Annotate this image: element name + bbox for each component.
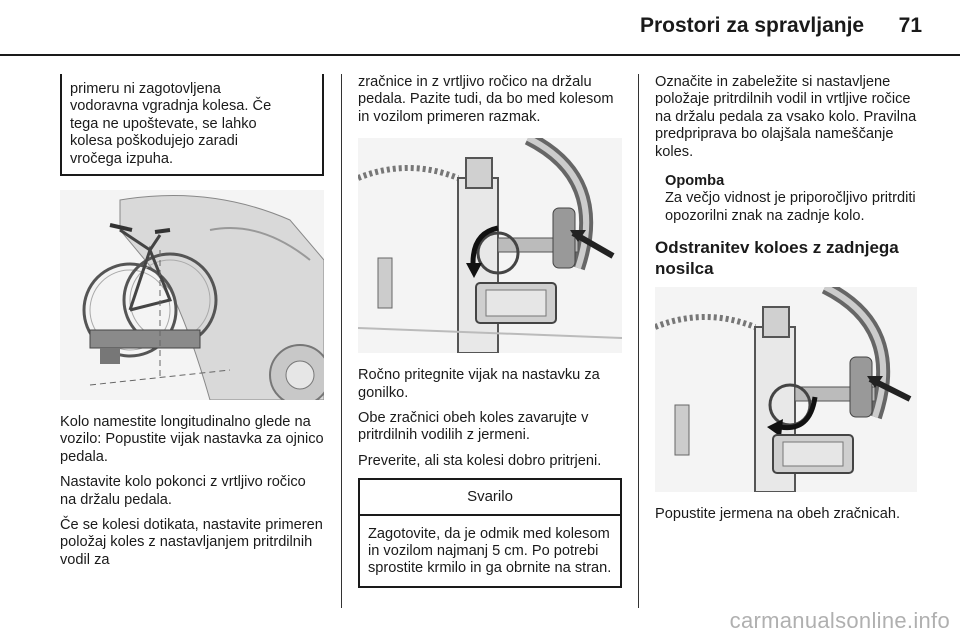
paragraph: Nastavite kolo pokonci z vrtljivo ročico na držalu pedala.: [60, 474, 306, 508]
warning-box-continued: [60, 74, 324, 176]
page-number: 71: [898, 14, 922, 37]
pedal-holder-release-illustration: [655, 287, 917, 492]
paragraph: Če se kolesi dotikata, nastavite primeren položaj koles z nastavljanjem pritrdilnih vodil za: [60, 517, 323, 568]
box-line: kolesa poškodujejo zaradi: [70, 133, 238, 150]
warning-title: Svarilo: [360, 480, 620, 515]
figure-pedal-holder-release: [655, 287, 917, 492]
paragraph: Ročno pritegnite vijak na nastavku za gonilko.: [358, 367, 600, 401]
section-heading: Odstranitev koloes z zadnjega nosilca: [655, 238, 899, 279]
box-line: vročega izpuha.: [70, 150, 174, 167]
paragraph: Kolo namestite longitudinalno glede na vozilo: Popustite vijak nastavka za ojnico pedala.: [60, 414, 324, 465]
bike-carrier-illustration: [60, 190, 324, 400]
paragraph: Popustite jermena na obeh zračnicah.: [655, 506, 901, 523]
paragraph: zračnice in z vrtljivo ročico na držalu pedala. Pazite tudi, da bo med kolesom in vozilom primeren razmak.: [358, 74, 614, 125]
warning-box: [358, 478, 622, 588]
header-rule: [0, 54, 960, 56]
figure-pedal-holder-tighten: [358, 138, 622, 353]
note-title: Opomba: [665, 173, 725, 190]
column-middle: [358, 74, 622, 588]
note-block: [665, 173, 925, 225]
box-line: vodoravna vgradnja kolesa. Če: [70, 98, 272, 115]
box-line: primeru ni zagotovljena: [70, 81, 221, 97]
paragraph: Preverite, ali sta kolesi dobro pritrjeni.: [358, 452, 602, 469]
column-divider: [341, 74, 342, 608]
column-right: [655, 74, 925, 532]
paragraph: Obe zračnici obeh koles zavarujte v pritrdilnih vodilih z jermeni.: [358, 410, 589, 444]
header-title: Prostori za spravljanje: [640, 14, 865, 37]
note-text: Za večjo vidnost je priporočljivo pritrditi opozorilni znak na zadnje kolo.: [665, 190, 916, 224]
column-divider: [638, 74, 639, 608]
column-left: [60, 74, 324, 577]
warning-text: Zagotovite, da je odmik med kolesom in vozilom najmanj 5 cm. Po potrebi sprostite krmilo in ga obrnite na stran.: [368, 525, 612, 577]
watermark: carmanualsonline.info: [729, 608, 950, 633]
box-line: tega ne upoštevate, se lahko: [70, 115, 257, 132]
pedal-holder-illustration: [358, 138, 622, 353]
figure-bike-on-carrier: [60, 190, 324, 400]
paragraph: Označite in zabeležite si nastavljene položaje pritrdilnih vodil in vrtljive ročice na držalu pedala za vsako kolo. Pravilna predpriprava bo olajšala nameščanje koles.: [655, 74, 917, 160]
